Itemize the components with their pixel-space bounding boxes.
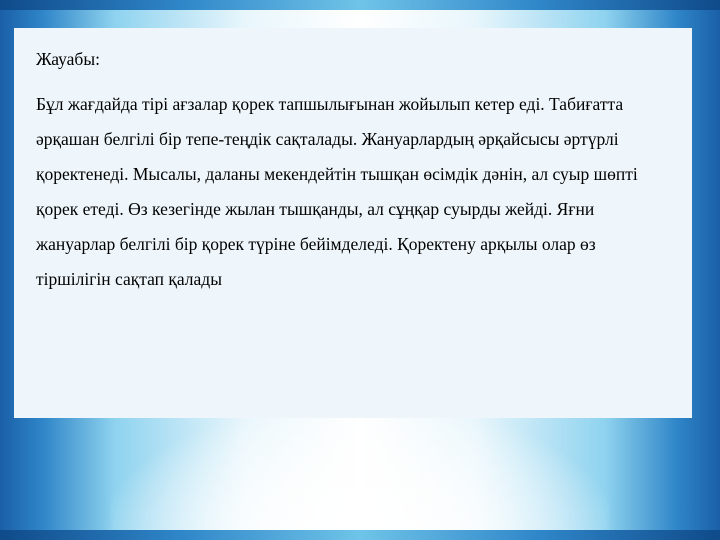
bottom-glow-decoration xyxy=(110,414,610,534)
content-panel xyxy=(14,28,692,418)
answer-body-text: Бұл жағдайда тірі ағзалар қорек тапшылығынан жойылып кетер еді. Табиғатта әрқашан белгілі бір тепе-теңдік сақталады. Жануарлардың әрқайсысы әртүрлі қоректенеді. Мысалы, даланы мекендейтін тышқан өсімдік дәнін, ал суыр шөпті қорек етеді. Өз кезегінде жылан тышқанды, ал сұңқар суырды жейді. Яғни жануарлар белгілі бір қорек түріне бейімделеді. Қоректену арқылы олар өз тіршілігін сақтап қалады xyxy=(36,94,638,290)
answer-label: Жауабы: xyxy=(36,49,100,69)
